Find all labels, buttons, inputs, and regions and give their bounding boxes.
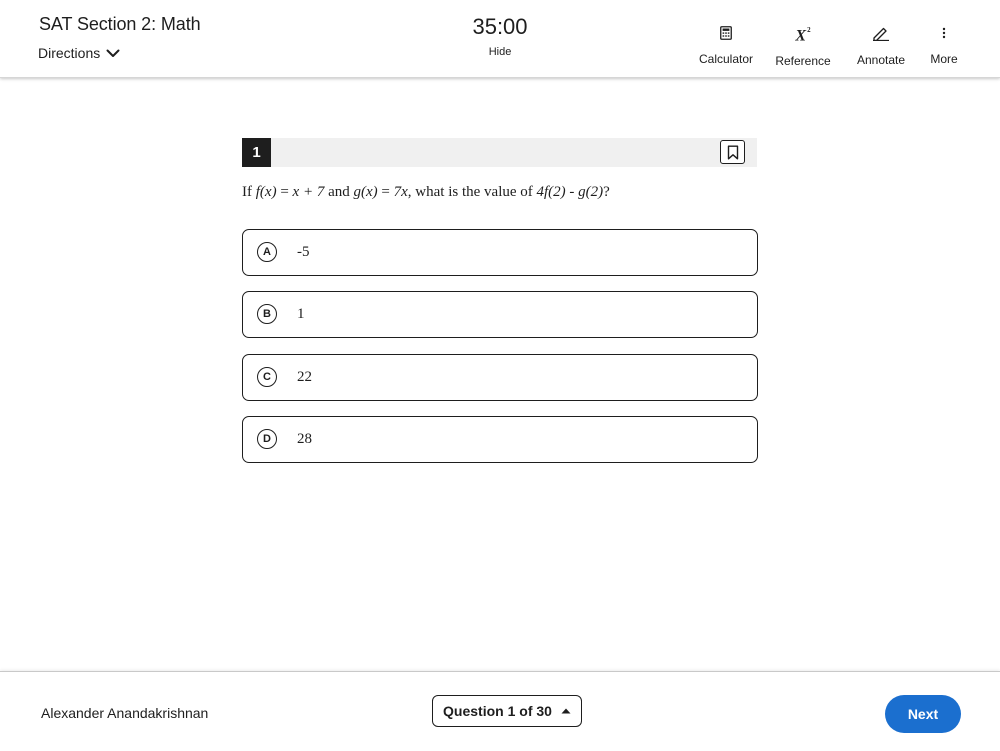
choice-text: 22	[297, 369, 312, 385]
stem-text: If	[242, 184, 256, 200]
x-squared-icon: $X^2$	[795, 25, 811, 45]
stem-text: =	[276, 184, 293, 200]
vertical-ellipsis-icon	[942, 27, 946, 39]
section-title: SAT Section 2: Math	[39, 14, 201, 34]
annotate-label: Annotate	[856, 53, 906, 67]
chevron-down-icon	[106, 49, 120, 58]
pencil-icon	[872, 26, 890, 41]
stem-function-g: g(x)	[353, 184, 378, 200]
calculator-label: Calculator	[698, 52, 754, 66]
stem-target-expression: 4f(2) - g(2)	[536, 184, 604, 200]
next-button[interactable]: Next	[885, 695, 961, 733]
question-navigator-label: Question 1 of 30	[443, 703, 552, 719]
bottom-bar	[0, 671, 1000, 751]
more-label: More	[930, 52, 958, 66]
question-number: 1	[242, 138, 271, 167]
reference-button[interactable]	[768, 26, 838, 66]
stem-text: and	[324, 184, 354, 200]
choice-letter: A	[257, 242, 277, 262]
stem-text: =	[377, 184, 394, 200]
stem-expression-f: x + 7	[292, 184, 325, 200]
mark-for-review-button[interactable]	[720, 140, 745, 164]
directions-label: Directions	[38, 45, 101, 61]
choice-letter: B	[257, 304, 277, 324]
answer-choice-d[interactable]	[242, 416, 758, 463]
top-toolbar	[0, 0, 1000, 78]
answer-choice-c[interactable]	[242, 354, 758, 401]
student-name: Alexander Anandakrishnan	[41, 705, 209, 721]
stem-text: ?	[603, 184, 610, 200]
caret-up-icon	[561, 708, 571, 714]
directions-toggle[interactable]	[38, 45, 120, 61]
question-header-bar	[242, 138, 757, 167]
stem-function-f: f(x)	[255, 184, 277, 200]
more-button[interactable]	[924, 26, 964, 66]
reference-label: Reference	[775, 54, 831, 68]
choice-letter: D	[257, 429, 277, 449]
calculator-button[interactable]	[690, 26, 762, 66]
question-stem	[242, 184, 762, 201]
choice-text: -5	[297, 244, 310, 260]
choice-text: 1	[297, 306, 305, 322]
countdown-timer: 35:00	[472, 14, 528, 39]
answer-choice-b[interactable]	[242, 291, 758, 338]
stem-text: , what is the value of	[407, 184, 537, 200]
stem-expression-g: 7x	[393, 184, 408, 200]
calculator-icon	[720, 26, 732, 40]
choice-text: 28	[297, 431, 312, 447]
bookmark-icon	[727, 145, 739, 160]
choice-letter: C	[257, 367, 277, 387]
answer-choice-a[interactable]	[242, 229, 758, 276]
annotate-button[interactable]	[846, 26, 916, 66]
hide-timer-button[interactable]: Hide	[488, 46, 512, 58]
question-navigator-button[interactable]	[432, 695, 582, 727]
